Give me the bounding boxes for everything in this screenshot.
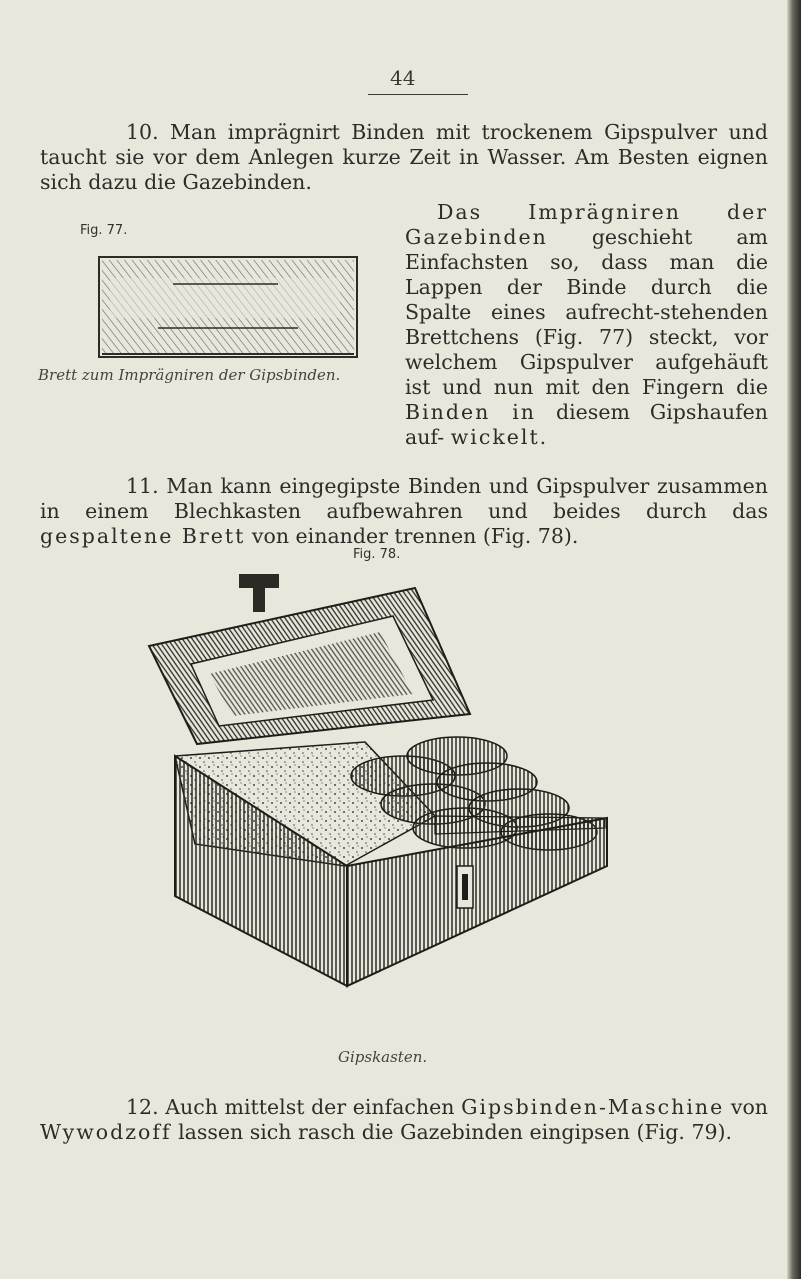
- page-number: 44: [390, 66, 416, 90]
- page-number-rule: [368, 94, 468, 95]
- paragraph-10-continued: [405, 200, 768, 450]
- figure-77-label: Fig. 77.: [80, 223, 128, 238]
- paragraph-text: von: [730, 1095, 768, 1119]
- spaced-term: wickelt.: [450, 425, 549, 449]
- spaced-term: Gipsbinden-Maschine: [461, 1095, 725, 1119]
- paragraph-text: Man kann eingegipste Binden und Gipspulver zusammen in einem Blechkasten aufbewahren und beides durch das: [40, 474, 768, 523]
- figure-78-plaster-box-illustration: [135, 566, 635, 1006]
- paragraph-12: [40, 1095, 768, 1145]
- spaced-term: Das Imprägniren der Gazebinden: [405, 200, 768, 249]
- paragraph-11: [40, 474, 768, 549]
- paragraph-text: diesem Gipshaufen auf-: [405, 400, 768, 449]
- paragraph-number: 10.: [126, 120, 159, 144]
- spaced-term: Wywodzoff: [40, 1120, 172, 1144]
- paragraph-10: [40, 120, 768, 195]
- paragraph-text: lassen sich rasch die Gazebinden eingipsen (Fig. 79).: [178, 1120, 733, 1144]
- figure-77-board-illustration: [98, 256, 358, 358]
- figure-78-label: Fig. 78.: [353, 547, 401, 562]
- paragraph-number: 12.: [126, 1095, 159, 1119]
- paragraph-number: 11.: [126, 474, 159, 498]
- paragraph-text: Man imprägnirt Binden mit trockenem Gipspulver und taucht sie vor dem Anlegen kurze Zeit in Wasser. Am Besten eignen sich dazu die Gazebinden.: [40, 120, 768, 194]
- page-edge-shadow: [787, 0, 801, 1279]
- paragraph-text: geschieht am Einfachsten so, dass man die Lappen der Binde durch die Spalte eines aufrecht-stehenden Brettchens (Fig. 77) steckt, vor welchem Gipspulver aufgehäuft ist und nun mit den Fingern die: [405, 225, 768, 399]
- paragraph-text: von einander trennen (Fig. 78).: [251, 524, 579, 548]
- spaced-term: gespaltene Brett: [40, 524, 246, 548]
- figure-78-caption: Gipskasten.: [338, 1048, 428, 1066]
- paragraph-text: Auch mittelst der einfachen: [165, 1095, 455, 1119]
- spaced-term: Binden in: [405, 400, 537, 424]
- figure-77-caption: Brett zum Imprägniren der Gipsbinden.: [38, 366, 341, 384]
